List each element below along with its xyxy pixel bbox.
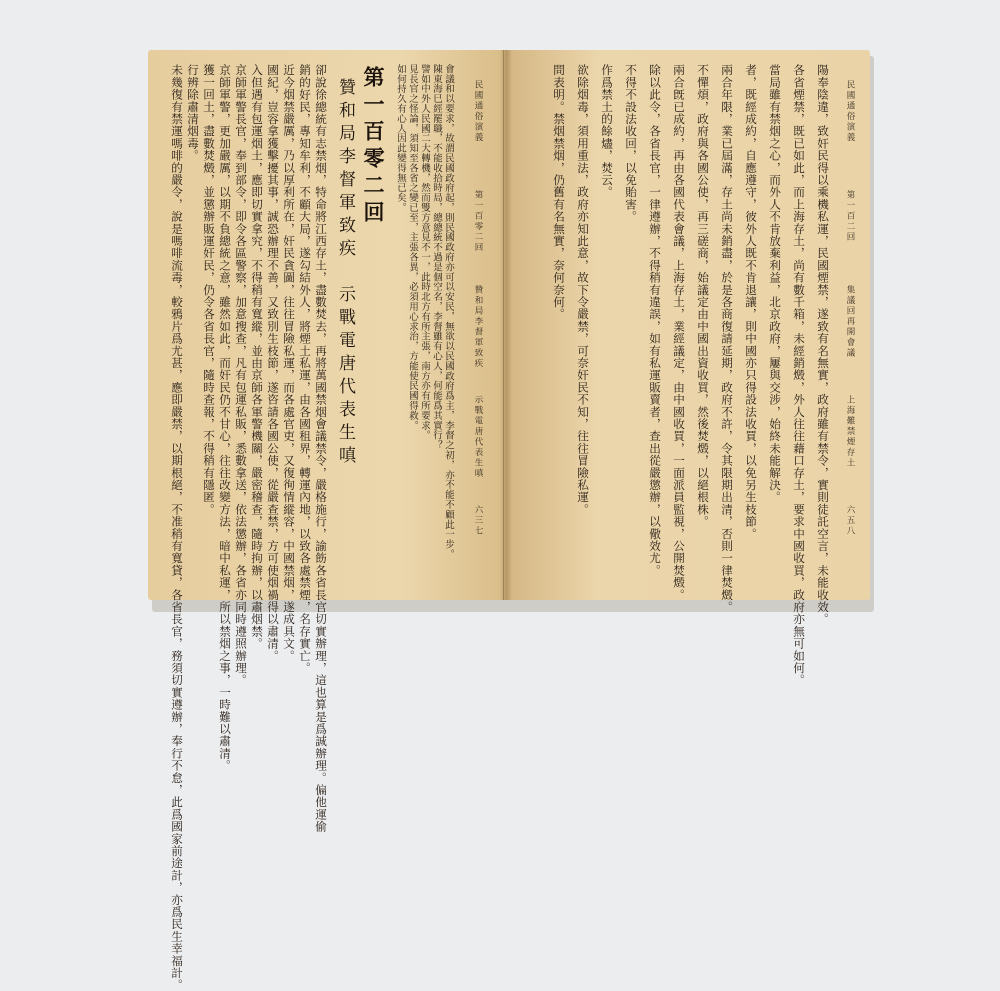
right-running-title: 民國通俗演義 <box>845 80 855 143</box>
text-column: 國紀，豈容拿獲擊擾其事，誠恐辦理不善，又致別生枝節，遂咨請各國公使，從嚴查禁，方可使烟禍得以肅清。 <box>266 64 280 662</box>
right-running-subtitle: 集議回再開會議 <box>845 285 855 359</box>
quote-column: 譬如中外人民國二大轉機，然而雙方意見不一，此時北方有所主張，南方亦有所要求。 <box>419 64 430 441</box>
quote-column: 見長官之怪論，須知至各省之變已至，主張各異，必須用心求治，方能使民國得救。 <box>407 64 418 431</box>
left-running-title: 民國通俗演義 <box>473 80 483 143</box>
text-column: 問表明。禁烟禁烟，仍舊有名無實，奈何奈何。 <box>552 64 566 321</box>
left-running-subtitle2: 示戰電唐代表生嗔 <box>473 395 483 479</box>
book-gutter <box>500 50 512 600</box>
text-column: 陽奉陰違，致奸民得以乘機私運，民國煙禁，遂致有名無實，政府雖有禁令，實則徒託空言，未能收效。 <box>816 64 830 626</box>
right-running-subtitle2: 上海難禁煙存土 <box>845 395 855 469</box>
text-column: 不得不設法收回，以免貽害。 <box>624 64 638 223</box>
right-running-chapter: 第一百二回 <box>845 190 855 243</box>
open-book <box>148 50 870 991</box>
quote-column: 陳東海巳經罷職，不能收拾時局，總總統不過是個空名，李督雖有心人，何能爲其實行？ <box>431 64 442 451</box>
text-column: 兩合旣已成約，再由各國代表會議，上海存土，業經議定，由中國收買，一面派員監視，公開焚燬。 <box>672 64 686 601</box>
left-page-number: 六三七 <box>473 505 483 537</box>
text-column: 者，既經成約，自應遵守，彼外人既不肯退讓，則中國亦只得設法收買，以免另生枝節。 <box>744 64 758 540</box>
text-column: 兩合年限，業已屆滿，存土尚未銷盡，於是各商復請延期，政府不許，令其限期出清，否則一律焚燬。 <box>720 64 734 613</box>
text-column: 除以此令，各省長官，一律遵辦，不得稍有違誤，如有私運販賣者，查出從嚴懲辦，以儆效尤。 <box>648 64 662 577</box>
left-running-subtitle: 贊和局李督軍致疾 <box>473 285 483 369</box>
text-column: 京師軍警長官，奉到部令，即令各區警察，加意搜查，凡有包運私販，悉數拿送，依法懲辦，各省亦同時遵照辦理。 <box>234 64 248 687</box>
text-column: 作爲禁土的餘燼，焚云。 <box>600 64 614 199</box>
text-column: 銷的好民，專知牟利，不顧大局，遂勾結外人，將煙土私運，由各國租界，轉運內地，以致各處禁煙，名存實亡。 <box>298 64 312 674</box>
text-column: 近今烟禁嚴厲，乃以厚利所在，奸民貪圖，往往冒險私運，而各處官吏，又復徇情縱容，中國禁烟，遂成具文。 <box>282 64 296 662</box>
text-column: 入但遇有包運烟土，應即切實拿究，不得稍有寬縱，並由京師各軍警機關，嚴密稽查，隨時拘辦，以肅烟禁。 <box>250 64 264 650</box>
text-column: 當局雖有禁烟之心，而外人不肯放棄利益，北京政府，屢與交涉，始終未能解決。 <box>768 64 782 504</box>
chapter-title: 贊和局李督軍致疾 示戰電唐代表生嗔 <box>335 78 355 469</box>
text-column: 卻說徐總統有志禁烟，特命將江西存土，盡數焚去，再將萬國禁烟會議禁令，嚴格施行，諭飭各省長官切實辦理，這也算是爲誠辦理。偏他運偷 <box>314 64 328 833</box>
left-page <box>148 50 506 991</box>
text-column: 各省煙禁，既已如此，而上海存土，尚有數千箱，未經銷燬，外人往往藉口存土，要求中國收買，政府亦無可如何。 <box>792 64 806 687</box>
text-column: 獲一回土，盡數焚燬，並懲辦販運奸民，仍令各省長官，隨時查報，不得稍有隱匿。 <box>202 64 216 516</box>
right-page <box>506 50 870 687</box>
text-column: 欲除烟毒，須用重法，政府亦知此意，故下令嚴禁，可奈奸民不知，往往冒險私運。 <box>576 64 590 516</box>
text-column: 行辨除肅清烟毒。 <box>186 64 200 162</box>
right-page-number: 六五八 <box>845 505 855 537</box>
chapter-heading: 第一百零二回 <box>361 66 386 228</box>
text-column: 未幾復有禁運嗎啡的嚴令，說是嗎啡流毒，較鴉片爲尤甚，應即嚴禁，以期根絕，不准稍有寬貸，各省長官，務須切實遵辦，奉行不怠，此爲國家前途計，亦爲民生幸福計。 <box>170 64 184 991</box>
book-fold-line <box>503 50 504 600</box>
quote-column: 如何持久有心人因此變得無已矣。 <box>395 64 406 213</box>
text-column: 京師軍警，更加嚴厲，以期不負總統之意，雖然如此，而奸民仍不甘心，往往改變方法，暗中私運，所以禁烟之事，一時難以肅清。 <box>218 64 232 772</box>
quote-column: 會議和以要求，故謂民國政府起，則民國政府亦可以安民，無欲以民國政府爲主，李督之初，亦不能不顧此一步。 <box>443 64 454 559</box>
left-running-chapter: 第一百零二回 <box>473 190 483 253</box>
text-column: 不憚煩，政府與各國公使，再三磋商，始議定由中國出資收買，然後焚燬，以絕根株。 <box>696 64 710 528</box>
